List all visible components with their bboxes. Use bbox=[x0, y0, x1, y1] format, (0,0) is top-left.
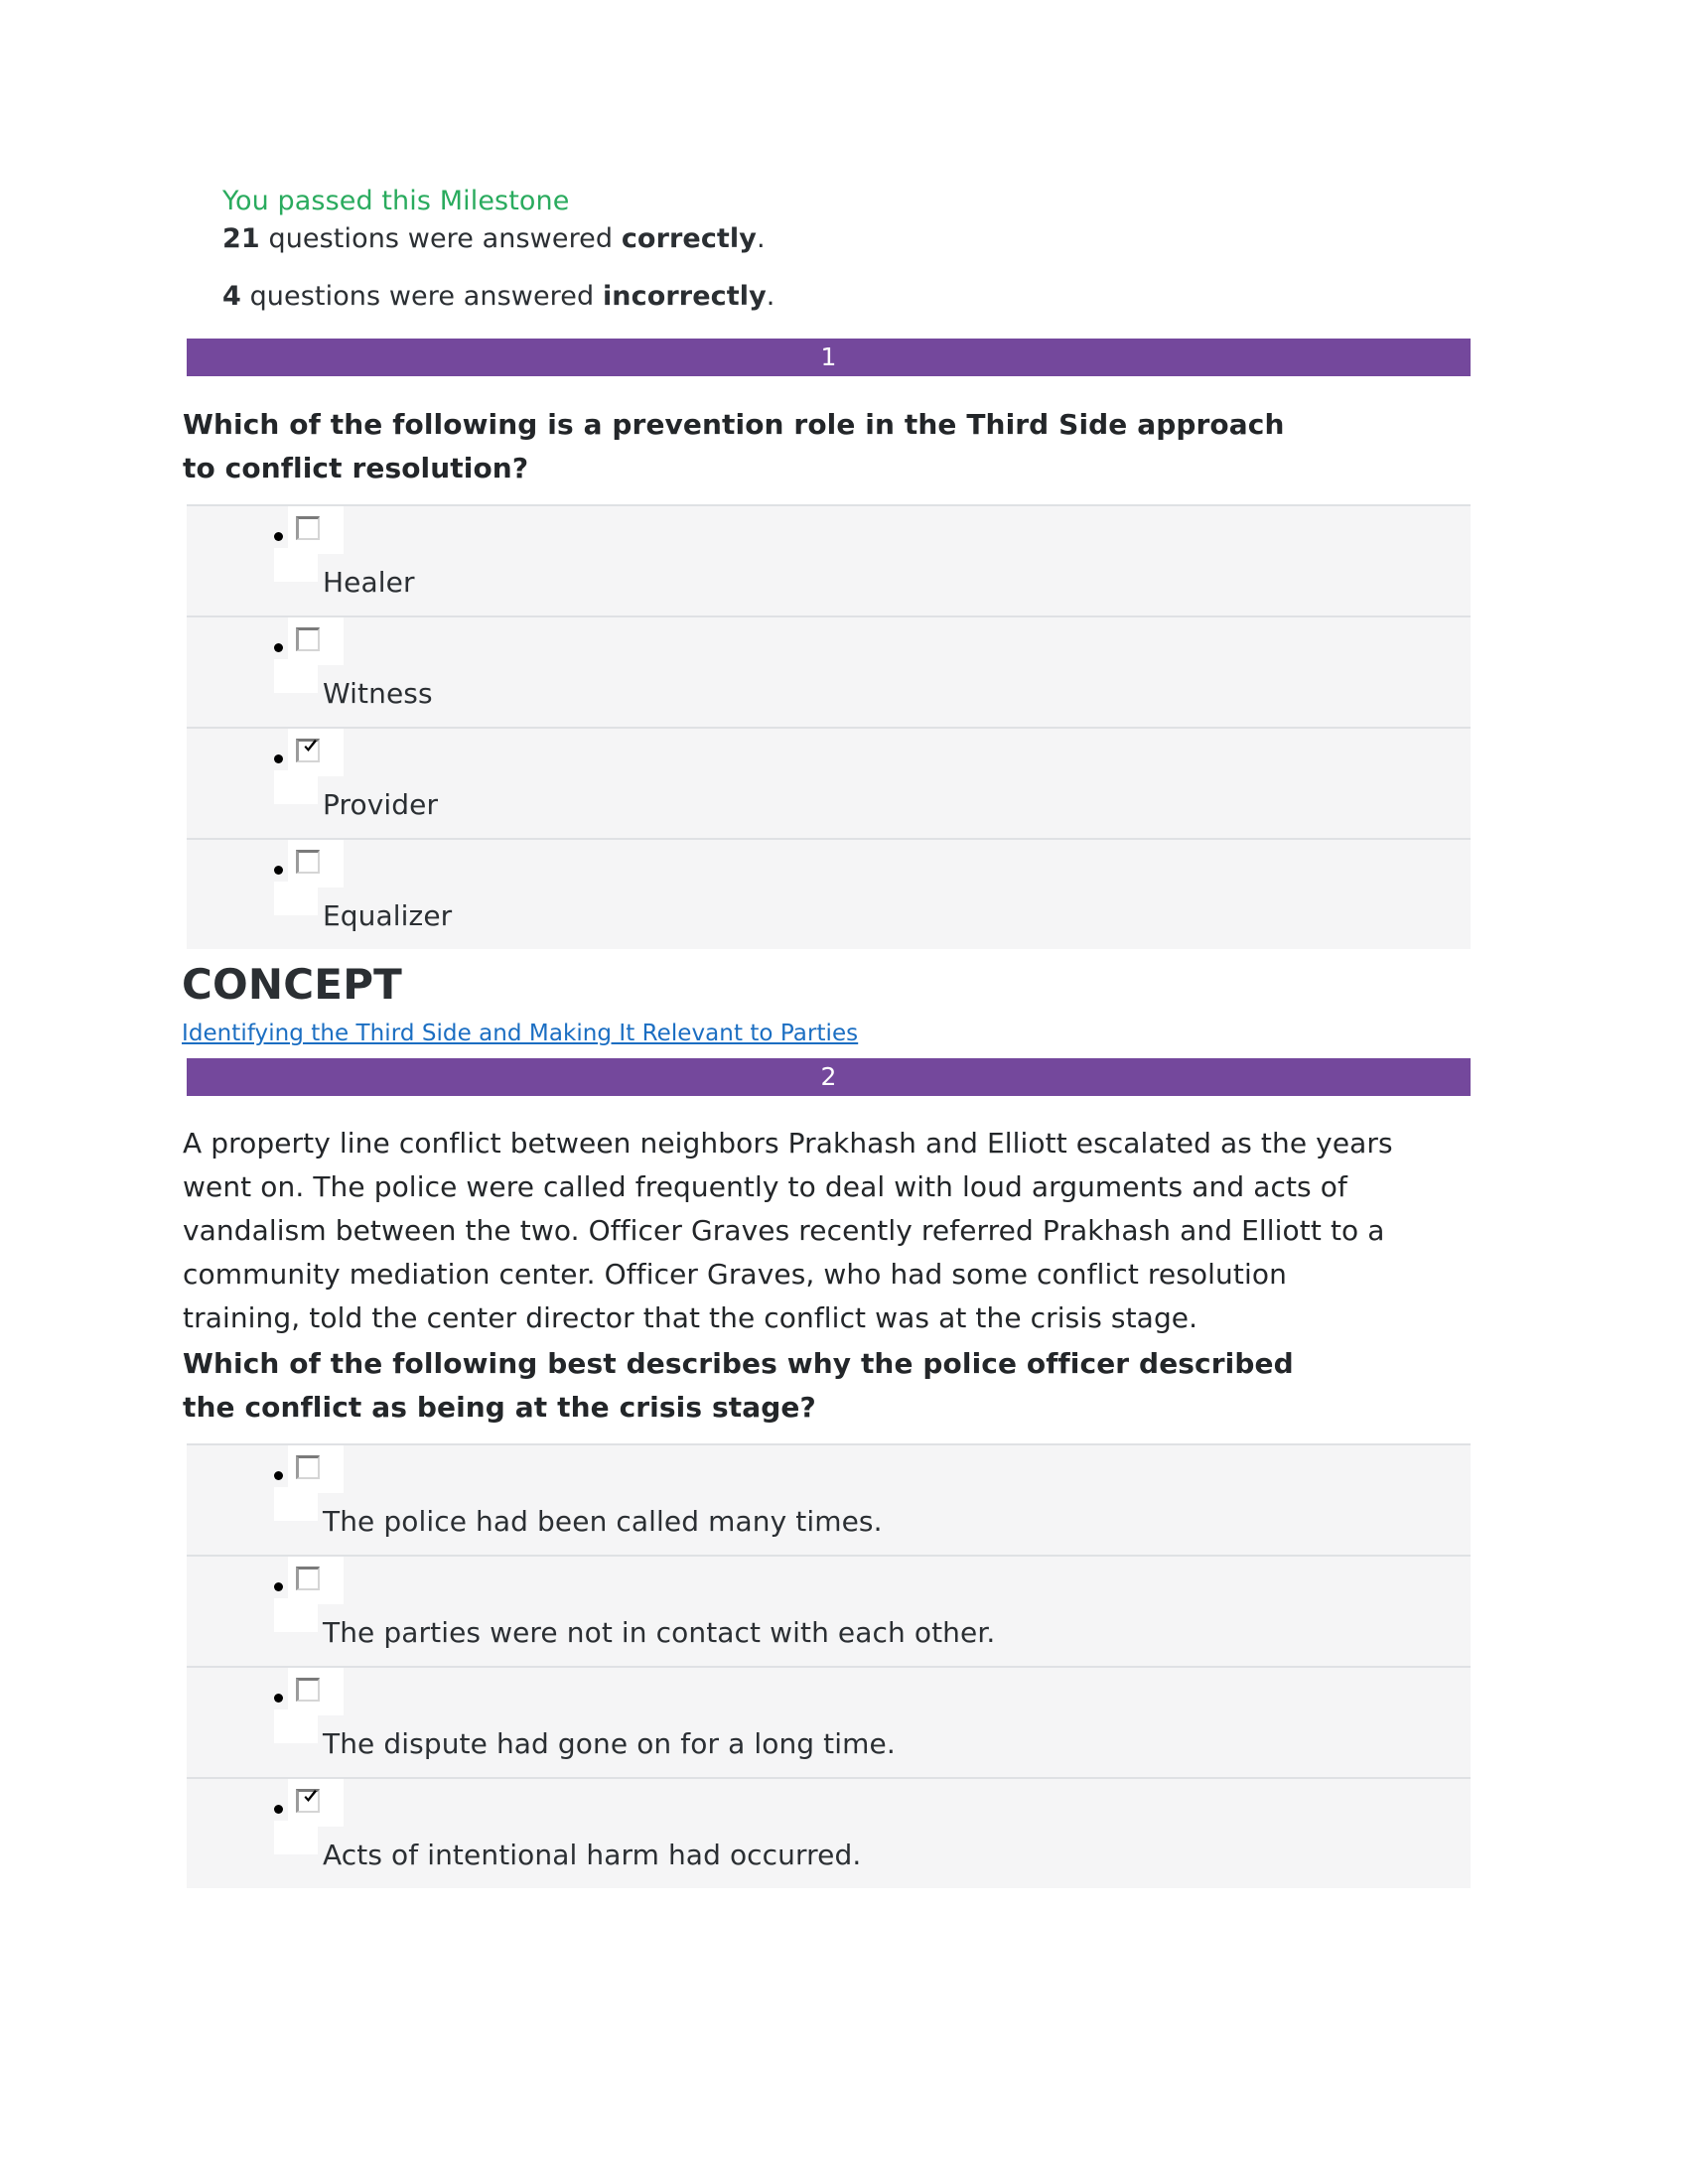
option-row[interactable] bbox=[187, 1443, 1471, 1555]
option-control-area bbox=[187, 617, 1471, 665]
incorrect-count-line bbox=[222, 277, 1477, 317]
checkbox-plate bbox=[288, 1445, 344, 1493]
checkbox-plate bbox=[288, 1668, 344, 1715]
option-label: The police had been called many times. bbox=[187, 1493, 1471, 1555]
content-column bbox=[182, 184, 1477, 1888]
checkbox-plate bbox=[288, 729, 344, 776]
checkbox-plate bbox=[288, 617, 344, 665]
incorrect-word: incorrectly bbox=[602, 281, 767, 312]
checkbox-unchecked-icon[interactable] bbox=[296, 516, 320, 540]
concept-link-1[interactable]: Identifying the Third Side and Making It Relevant to Parties bbox=[182, 1021, 859, 1046]
option-control-area bbox=[187, 1445, 1471, 1493]
bullet-icon bbox=[274, 1582, 283, 1591]
checkbox-unchecked-icon[interactable] bbox=[296, 1455, 320, 1479]
checkmark-icon bbox=[302, 739, 320, 756]
checkbox-plate bbox=[288, 840, 344, 887]
correct-count-mid: questions were answered bbox=[259, 223, 622, 254]
option-row[interactable] bbox=[187, 838, 1471, 949]
question-block-1 bbox=[182, 339, 1477, 1058]
question-stem-1: Which of the following is a prevention role in the Third Side approach to conflict resolution? bbox=[183, 408, 1285, 484]
checkbox-unchecked-icon[interactable] bbox=[296, 850, 320, 874]
question-number-bar-1: 1 bbox=[187, 339, 1471, 376]
incorrect-count-mid: questions were answered bbox=[240, 281, 603, 312]
bullet-icon bbox=[274, 1694, 283, 1703]
passed-status-text: You passed this Milestone bbox=[222, 186, 570, 216]
correct-word: correctly bbox=[621, 223, 757, 254]
bullet-icon bbox=[274, 754, 283, 763]
incorrect-count-value: 4 bbox=[222, 281, 241, 312]
option-label: The parties were not in contact with each other. bbox=[187, 1604, 1471, 1666]
results-summary bbox=[222, 184, 1477, 317]
option-control-area bbox=[187, 1557, 1471, 1604]
question-stem-2: Which of the following best describes why the police officer described the conflict as being at the crisis stage? bbox=[183, 1347, 1294, 1424]
checkbox-unchecked-icon[interactable] bbox=[296, 627, 320, 651]
incorrect-period: . bbox=[766, 281, 775, 312]
option-row[interactable] bbox=[187, 504, 1471, 615]
question-scenario-2: A property line conflict between neighbors Prakhash and Elliott escalated as the years went on. The police were called frequently to deal with loud arguments and acts of vandalism between the two. Officer Graves recently referred Prakhash and Elliott to a community mediation center. Officer Graves, who had some conflict resolution training, told the center director that the conflict was at the crisis stage. bbox=[183, 1127, 1393, 1334]
option-control-area bbox=[187, 729, 1471, 776]
option-row[interactable] bbox=[187, 1777, 1471, 1888]
checkbox-checked-icon[interactable] bbox=[296, 739, 320, 762]
answer-options-2 bbox=[187, 1443, 1471, 1888]
option-label: Witness bbox=[187, 665, 1471, 727]
option-label: Provider bbox=[187, 776, 1471, 838]
bullet-icon bbox=[274, 643, 283, 652]
option-label: Healer bbox=[187, 554, 1471, 615]
correct-period: . bbox=[757, 223, 766, 254]
checkbox-plate bbox=[288, 506, 344, 554]
checkbox-plate bbox=[288, 1779, 344, 1827]
option-control-area bbox=[187, 840, 1471, 887]
option-label: Acts of intentional harm had occurred. bbox=[187, 1827, 1471, 1888]
checkbox-checked-icon[interactable] bbox=[296, 1789, 320, 1813]
bullet-icon bbox=[274, 866, 283, 875]
checkbox-plate bbox=[288, 1557, 344, 1604]
option-row[interactable] bbox=[187, 727, 1471, 838]
checkbox-unchecked-icon[interactable] bbox=[296, 1567, 320, 1590]
option-row[interactable] bbox=[187, 1666, 1471, 1777]
option-label: The dispute had gone on for a long time. bbox=[187, 1715, 1471, 1777]
option-control-area bbox=[187, 1668, 1471, 1715]
bullet-icon bbox=[274, 1805, 283, 1814]
concept-heading-1: CONCEPT bbox=[182, 960, 403, 1009]
bullet-icon bbox=[274, 532, 283, 541]
option-label: Equalizer bbox=[187, 887, 1471, 949]
question-number-bar-2: 2 bbox=[187, 1058, 1471, 1096]
option-control-area bbox=[187, 1779, 1471, 1827]
answer-options-1 bbox=[187, 504, 1471, 949]
correct-count-value: 21 bbox=[222, 223, 260, 254]
checkmark-icon bbox=[302, 1789, 320, 1807]
option-row[interactable] bbox=[187, 1555, 1471, 1666]
checkbox-unchecked-icon[interactable] bbox=[296, 1678, 320, 1702]
question-block-2 bbox=[183, 1058, 1477, 1888]
option-control-area bbox=[187, 506, 1471, 554]
bullet-icon bbox=[274, 1471, 283, 1480]
option-row[interactable] bbox=[187, 615, 1471, 727]
correct-count-line bbox=[222, 219, 1477, 259]
